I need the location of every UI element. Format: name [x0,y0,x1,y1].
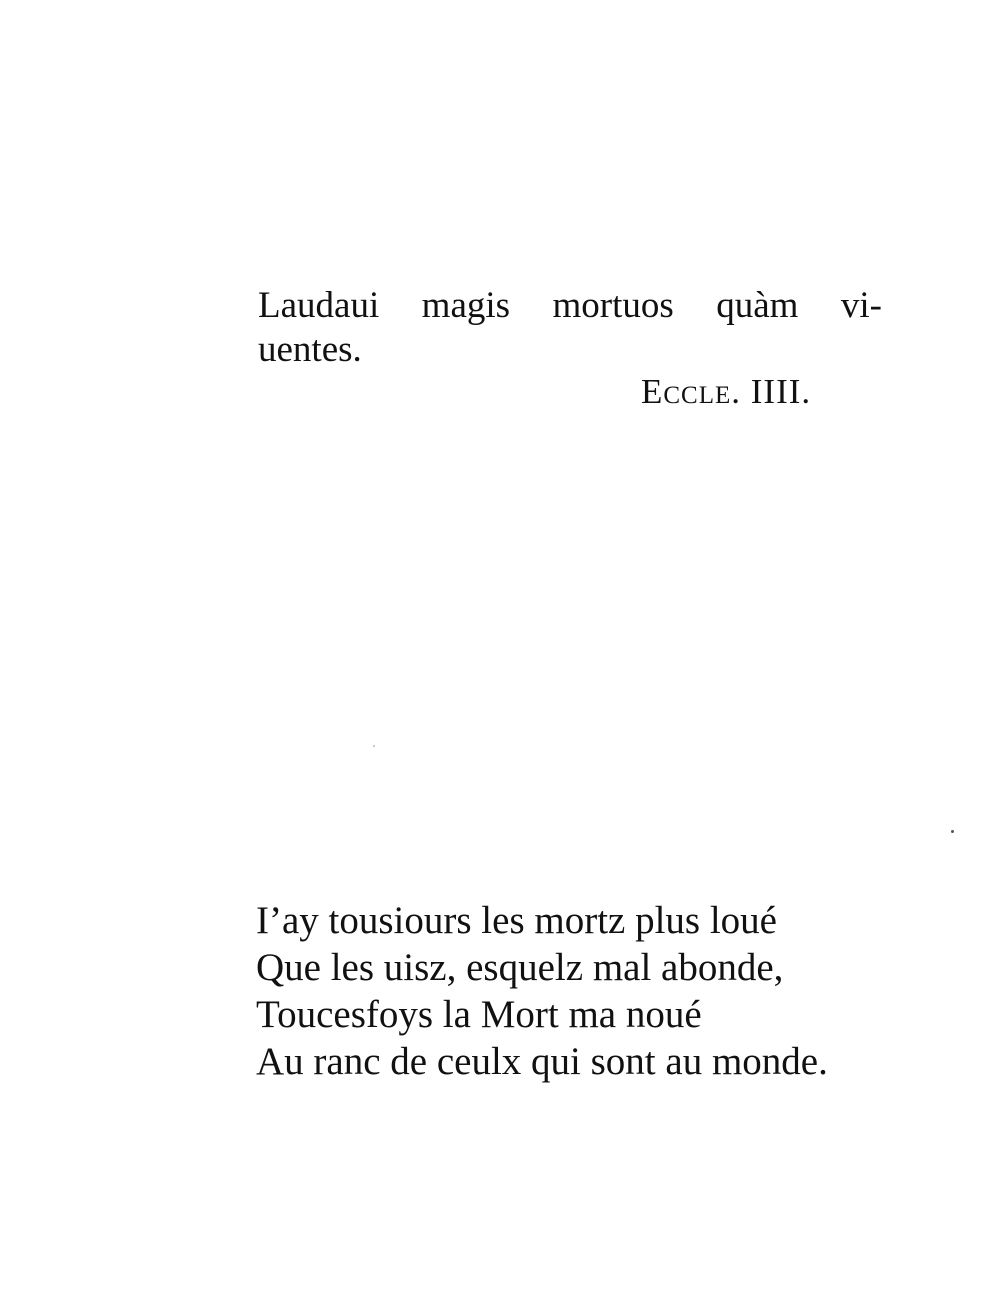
epigraph-line-1 [258,284,882,328]
verse-stanza [256,897,896,1085]
epigraph-word: magis [421,285,511,326]
epigraph-source: Eccle. IIII. [641,372,812,411]
verse-line-2: Que les uisz, esquelz mal abonde, [256,946,784,989]
epigraph-word: vi- [840,285,882,326]
epigraph-line-2: uentes. [258,329,362,370]
epigraph-word: mortuos [552,285,674,326]
verse-line-1: I’ay tousiours les mortz plus loué [256,899,777,942]
epigraph-word: Laudaui [258,285,380,326]
epigraph [258,284,888,372]
verse-line-4: Au ranc de ceulx qui sont au monde. [256,1040,828,1083]
verse-line-3: Toucesfoys la Mort ma noué [256,993,702,1036]
epigraph-word: quàm [716,285,799,326]
paper-speck [951,830,954,833]
paper-speck [373,745,375,747]
